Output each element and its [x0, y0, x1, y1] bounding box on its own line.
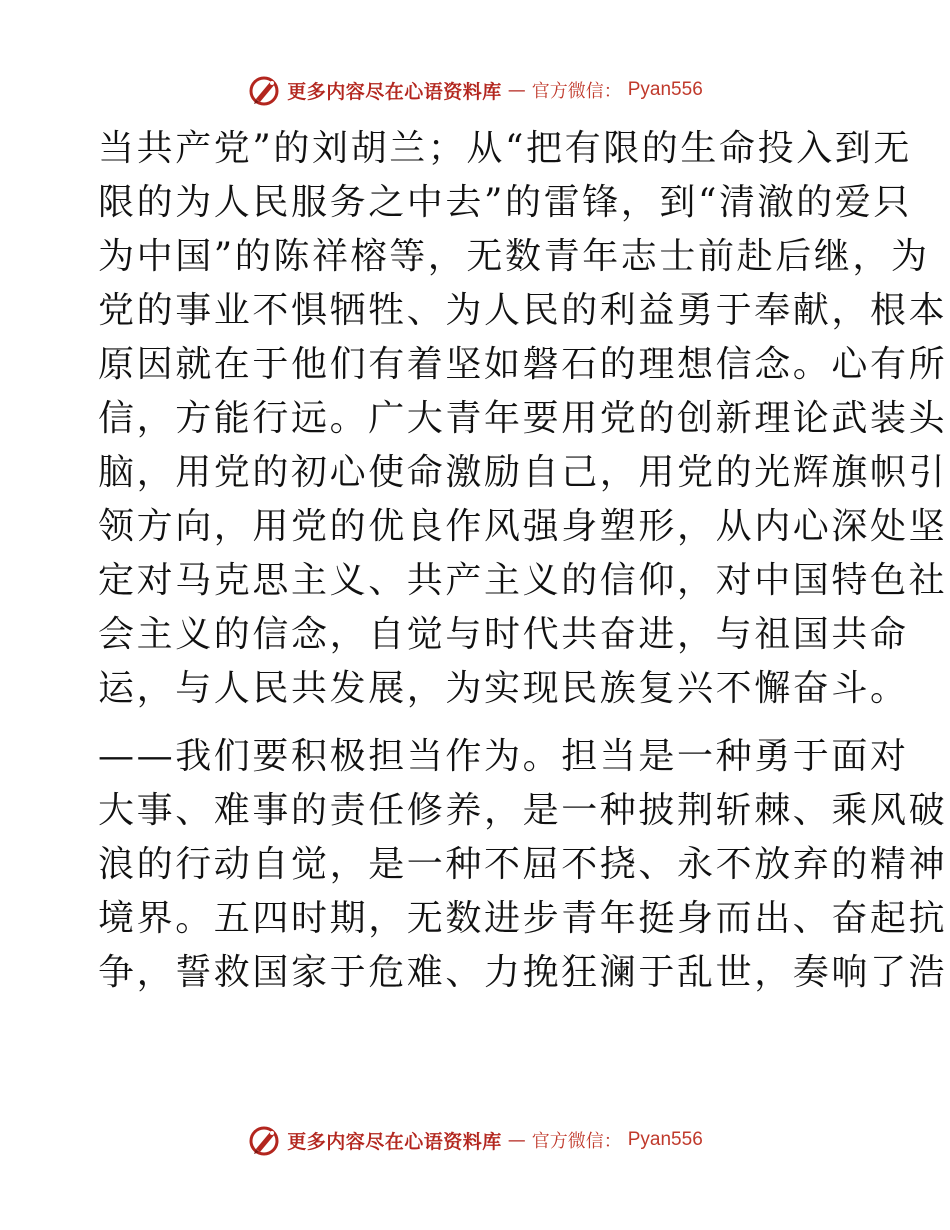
text-line: 会主义的信念，自觉与时代共奋进，与祖国共命 [98, 614, 909, 655]
text-line: 限的为人民服务之中去”的雷锋，到“清澈的爱只 [98, 182, 913, 223]
banner-label: 官方微信： [531, 1131, 622, 1152]
text-line: 当共产党”的刘胡兰；从“把有限的生命投入到无 [98, 128, 913, 169]
text-line: 脑，用党的初心使命激励自己，用党的光辉旗帜引 [98, 452, 948, 493]
pen-logo-icon [247, 73, 281, 107]
footer-watermark [0, 1122, 950, 1158]
banner-separator: — [507, 1129, 526, 1151]
banner-wechat-id: Pyan556 [627, 79, 703, 100]
banner-wechat-id: Pyan556 [627, 1129, 703, 1150]
text-line: 浪的行动自觉，是一种不屈不挠、永不放弃的精神 [98, 844, 948, 885]
text-line: 境界。五四时期，无数进步青年挺身而出、奋起抗 [98, 898, 948, 939]
text-line: 原因就在于他们有着坚如磐石的理想信念。心有所 [98, 344, 948, 385]
paragraph [98, 730, 948, 1000]
text-line: 信，方能行远。广大青年要用党的创新理论武装头 [98, 398, 948, 439]
text-line: 党的事业不惧牺牲、为人民的利益勇于奉献，根本 [98, 290, 948, 331]
text-line: 领方向，用党的优良作风强身塑形，从内心深处坚 [98, 506, 948, 547]
banner-text: 更多内容尽在心语资料库 [287, 1130, 502, 1153]
text-line: 为中国”的陈祥榕等，无数青年志士前赴后继，为 [98, 236, 930, 277]
text-line: 大事、难事的责任修养，是一种披荆斩棘、乘风破 [98, 790, 948, 831]
text-line: ——我们要积极担当作为。担当是一种勇于面对 [98, 736, 909, 777]
text-line: 定对马克思主义、共产主义的信仰，对中国特色社 [98, 560, 948, 601]
banner-separator: — [507, 79, 526, 101]
paragraph [98, 122, 948, 716]
text-line: 运，与人民共发展，为实现民族复兴不懈奋斗。 [98, 668, 909, 709]
pen-logo-icon [247, 1123, 281, 1157]
text-line: 争，誓救国家于危难、力挽狂澜于乱世，奏响了浩 [98, 952, 948, 993]
paragraph-gap [98, 716, 858, 730]
document-body [98, 122, 948, 1000]
banner-text: 更多内容尽在心语资料库 [287, 80, 502, 103]
banner-label: 官方微信： [531, 81, 622, 102]
header-watermark [0, 72, 950, 108]
